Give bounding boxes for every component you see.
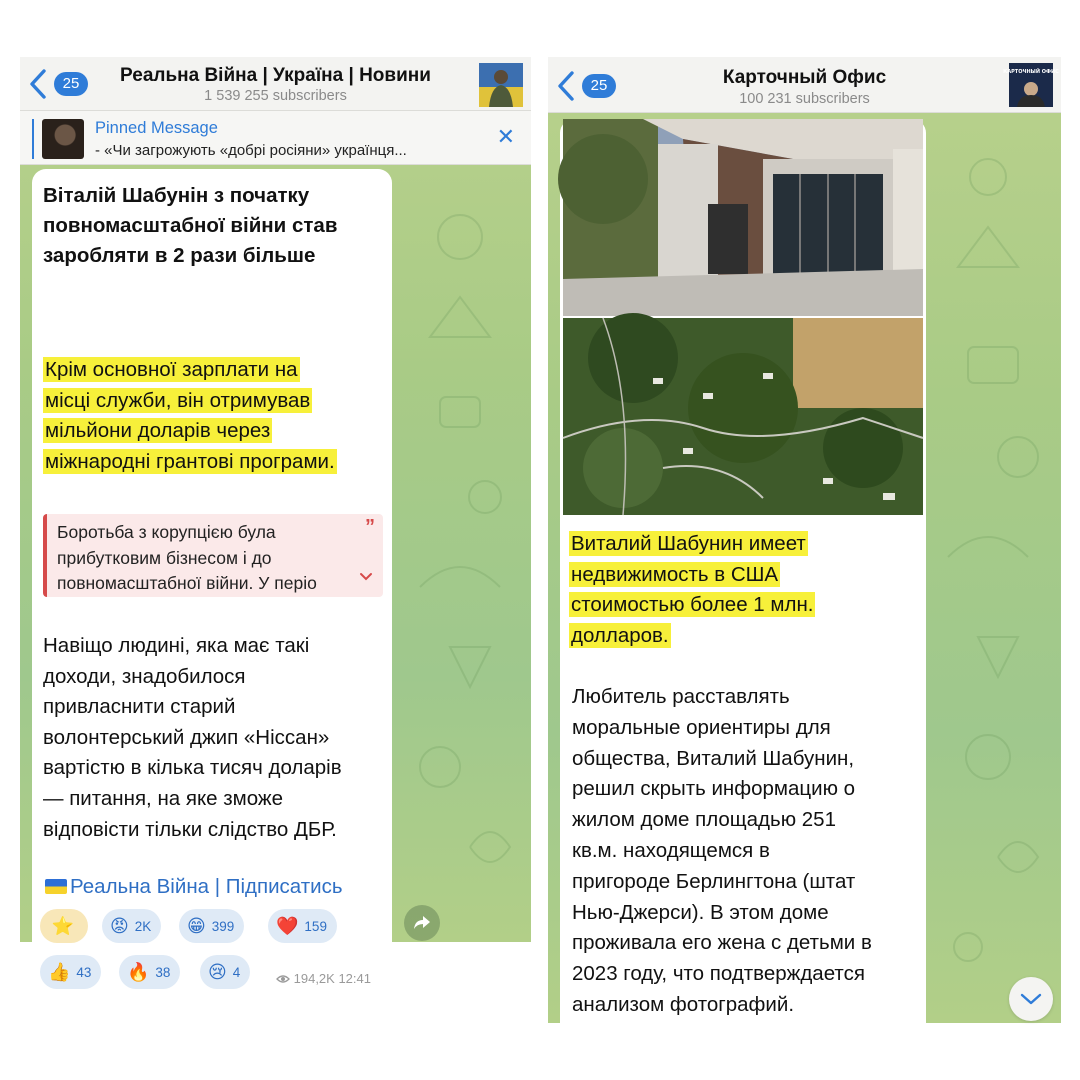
highlight-line: недвижимость в США (571, 562, 779, 586)
body-line: пригороде Берлингтона (штат (572, 869, 856, 893)
share-arrow-icon (413, 915, 431, 931)
body-line: общества, Виталий Шабунин, (572, 746, 855, 770)
message-title: Віталій Шабунін з початку повномасштабної війни став заробляти в 2 рази більше (43, 184, 338, 267)
channel-title[interactable]: Карточный Офис (722, 67, 887, 88)
thumbs-up-icon: 👍 (48, 962, 71, 982)
reaction-count: 43 (76, 964, 92, 980)
message-body (43, 631, 388, 845)
body-line: моральные ориентиры для (572, 715, 831, 739)
subscriber-count: 1 539 255 subscribers (204, 88, 347, 104)
chevron-down-icon (1020, 992, 1042, 1006)
body-line: Любитель расставлять (572, 685, 790, 708)
star-icon: ⭐ (51, 916, 75, 936)
message-bubble (32, 169, 392, 995)
body-line: Навіщо людині, яка має такі (43, 634, 310, 657)
house-photo-image (563, 119, 923, 316)
highlight-line: стоимостью более 1 млн. (571, 593, 814, 616)
body-line: жилом доме площадью 251 (572, 808, 836, 832)
reaction-count: 399 (211, 918, 235, 934)
subscribe-link-text: Реальна Війна | Підписатись (70, 875, 343, 898)
body-line: привласнити старий (43, 695, 236, 719)
body-line: — питання, на яке зможе (43, 786, 284, 810)
reaction-grin[interactable] (179, 909, 244, 943)
body-line: Нью-Джерси). В этом доме (572, 900, 829, 924)
pinned-preview: - «Чи загрожують «добрі росіяни» українця... (95, 142, 407, 159)
grin-face-icon: 😁 (187, 916, 206, 936)
highlight-line: Виталий Шабунин имеет (571, 532, 806, 555)
body-line: проживала его жена с детьми в (572, 931, 872, 955)
views-and-time (276, 971, 371, 986)
quote-text (57, 520, 369, 597)
quote-block[interactable] (43, 514, 383, 597)
house-photo[interactable] (563, 119, 923, 316)
quote-line: Боротьба з корупцією була (57, 522, 276, 542)
body-line: вартістю в кілька тисяч доларів (43, 756, 342, 780)
message-bubble (560, 119, 926, 1039)
share-button[interactable] (404, 905, 440, 941)
message-body (572, 682, 922, 1021)
quote-line: повномасштабної війни. У періо (57, 573, 317, 593)
pinned-title: Pinned Message (95, 119, 218, 137)
reaction-count: 2K (134, 918, 152, 934)
highlight-line: місці служби, він отримував (45, 388, 311, 412)
highlight-line: міжнародні грантові програми. (45, 449, 335, 473)
channel-title[interactable]: Реальна Війна | Україна | Новини (120, 65, 431, 86)
reaction-heart[interactable] (268, 909, 337, 943)
body-line: відповісти тільки слідство ДБР. (43, 817, 337, 841)
reaction-star[interactable] (40, 909, 88, 943)
channel-avatar[interactable] (479, 63, 523, 107)
chat-header (20, 57, 531, 111)
quote-mark-icon: ” (365, 516, 375, 538)
aerial-photo[interactable] (563, 318, 923, 515)
unread-badge: 25 (54, 72, 88, 96)
eye-icon (276, 974, 290, 984)
close-icon[interactable]: ✕ (496, 124, 515, 149)
highlight-line: долларов. (571, 623, 669, 647)
pinned-indicator (32, 119, 34, 159)
views-time-text: 194,2K 12:41 (293, 971, 371, 986)
body-line: 2023 году, что подтверждается (572, 962, 865, 986)
body-line: доходи, знадобилося (43, 664, 246, 688)
pinned-message-bar[interactable] (20, 111, 531, 165)
office-avatar-icon (1003, 63, 1059, 107)
angry-face-icon: 😡 (110, 916, 129, 936)
reaction-count: 4 (232, 964, 241, 980)
highlight-line: мільйони доларів через (45, 419, 271, 442)
subscriber-count: 100 231 subscribers (739, 91, 870, 107)
aerial-photo-image (563, 318, 923, 515)
reaction-count: 38 (155, 964, 171, 980)
body-line: кв.м. находящемся в (572, 838, 770, 862)
avatar-label: КАРТОЧНЫЙ ОФИС (1003, 69, 1059, 75)
chat-header (548, 57, 1061, 113)
crying-face-icon: 😢 (208, 962, 227, 982)
scroll-down-button[interactable] (1009, 977, 1053, 1021)
heart-icon: ❤️ (276, 916, 299, 936)
highlight-line: Крім основної зарплати на (45, 358, 298, 381)
quote-line: прибутковим бізнесом і до (57, 547, 272, 568)
right-chat-screen (548, 57, 1061, 1023)
pinned-thumbnail (42, 119, 84, 159)
chevron-down-icon[interactable] (359, 572, 373, 582)
reaction-count: 159 (304, 918, 327, 934)
body-line: решил скрыть информацию о (572, 777, 856, 801)
body-line: анализом фотографий. (572, 992, 795, 1016)
unread-badge: 25 (582, 74, 616, 98)
channel-avatar[interactable] (1003, 63, 1059, 107)
left-chat-screen (20, 57, 531, 986)
reaction-thumbs-up[interactable] (40, 955, 101, 989)
body-line: волонтерський джип «Ніссан» (43, 725, 330, 749)
fire-icon: 🔥 (127, 962, 150, 982)
reaction-fire[interactable] (119, 955, 180, 989)
wallpaper-doodles (390, 167, 530, 937)
subscribe-link[interactable] (45, 875, 343, 899)
soldier-avatar-icon (479, 63, 523, 107)
highlighted-paragraph (569, 529, 914, 651)
reaction-angry[interactable] (102, 909, 161, 943)
reaction-cry[interactable] (200, 955, 250, 989)
wallpaper-doodles (928, 117, 1061, 1017)
ukraine-flag-icon (45, 879, 67, 894)
highlighted-paragraph (43, 355, 383, 477)
